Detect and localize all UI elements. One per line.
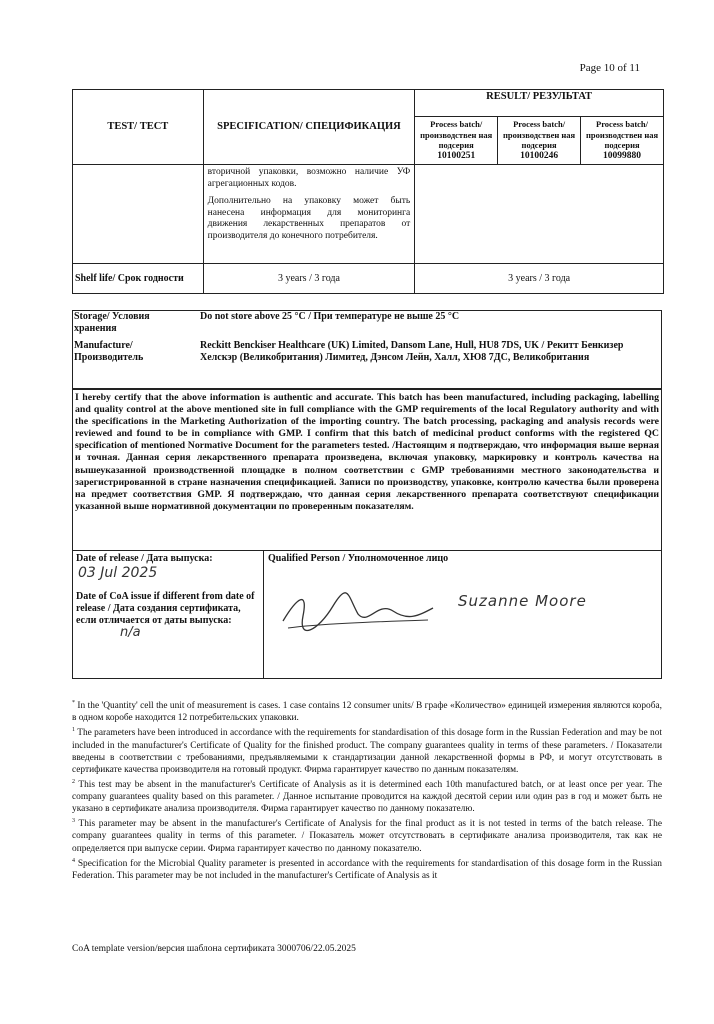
manufacture-label: Manufacture/ Производитель <box>74 340 144 363</box>
footnote: * In the 'Quantity' cell the unit of measurement is cases. 1 case contains 12 consumer units/ В графе «Количество» единицей измерения являются короба, в одном коробе находится 12 потребительских упаковки. <box>72 700 662 724</box>
storage-frame <box>72 310 662 389</box>
test-header: TEST/ ТЕСТ <box>73 90 204 165</box>
footnote: $^3$ This parameter may be absent in the manufacturer's Certificate of Analysis for the final product as it is not tested in terms of the batch release. The company guarantees quality in terms of this parameter. / Показатель может отсутствовать в сертификате анализа производителя, так как не определяется при выпуске серии. Фирма гарантирует качество по данному показателю. <box>72 818 662 854</box>
spec-continued: вторичной упаковки, возможно наличие УФ агрегационных кодов. Дополнительно на упаковку может быть нанесена информация для мониторинга движения лекарственных препаратов от производителя до конечного потребителя. <box>203 165 415 264</box>
qualified-person-label: Qualified Person / Уполномоченное лицо <box>268 553 449 564</box>
footnote: $^4$ Specification for the Microbial Quality parameter is presented in accordance with the requirements for standardisation of this dosage form in the Russian Federation. This parameter may be not included in the manufacturer's Certificate of Analysis as it <box>72 857 662 881</box>
storage-label: Storage/ Условия хранения <box>74 311 150 334</box>
footnotes <box>72 697 662 882</box>
spec-header: SPECIFICATION/ СПЕЦИФИКАЦИЯ <box>203 90 415 165</box>
template-version-footer: CoA template version/версия шаблона сертификата 3000706/22.05.2025 <box>72 944 356 954</box>
manufacture-value: Reckitt Benckiser Healthcare (UK) Limited, Dansom Lane, Hull, HU8 7DS, UK / Рекитт Бенкизер Хелскэр (Великобритания) Лимитед, Дэнсом Лейн, Халл, ХЮ8 7ДС, Великобритания <box>200 340 624 363</box>
batch-header: Process batch/ производствен ная подсерия 10100246 <box>498 117 581 165</box>
qualified-person-signature-name: Suzanne Moore <box>458 592 587 610</box>
footnote: $^1$ The parameters have been introduced in accordance with the requirements for standardisation of this dosage form in the Russian Federation and may be not included in the manufacturer's Certificate of Quality for the finished product. The company guarantees quality in terms of these parameters. / Показатели введены в соответствии с требованиями, предъявляемыми к стандартизации данной лекарственной формы в РФ, и могут отсутствовать в сертификате качества производителя на готовый продукт. Фирма гарантирует качество по данным показателям. <box>72 727 662 775</box>
results-table <box>72 89 664 294</box>
batch-header: Process batch/ производствен ная подсерия 10099880 <box>581 117 664 165</box>
qualified-person-box <box>263 551 662 679</box>
shelf-life-spec: 3 years / 3 года <box>203 264 415 294</box>
result-cell-empty <box>415 165 664 264</box>
storage-value: Do not store above 25 °C / При температуре не выше 25 °C <box>200 311 460 322</box>
shelf-life-label: Shelf life/ Срок годности <box>73 264 204 294</box>
release-date-value: 03 Jul 2025 <box>78 565 158 581</box>
footnote: $^2$ This test may be absent in the manufacturer's Certificate of Analysis as it is determined each 10th manufactured batch, or at least once per year. The company guarantees quality based on this parameter. / Данное испытание проводится на каждой десятой серии или один раз в год и может быть не указано в сертификате анализа производителя. Фирма гарантирует качество по данному показателю. <box>72 778 662 815</box>
batch-header: Process batch/ производствен ная подсерия 10100251 <box>415 117 498 165</box>
test-cell-empty <box>73 165 204 264</box>
coa-date-value: n/a <box>120 625 141 640</box>
coa-date-label: Date of CoA issue if different from date of release / Дата создания сертификата, если отличается от даты выпуска: <box>76 591 255 626</box>
page-number: Page 10 of 11 <box>579 62 640 74</box>
release-box <box>72 551 264 679</box>
certification-statement: I hereby certify that the above information is authentic and accurate. This batch has been manufactured, including packaging, labelling and quality control at the above mentioned site in full compliance with the GMP requirements of the local Regulatory authority and with the specifications in the Marketing Authorization of the importing country. The batch processing, packaging and analysis records were reviewed and found to be in compliance with GMP. I confirm that this batch of medicinal product conforms with the registered QC specification of mentioned Normative Document for the parameters tested. /Настоящим я подтверждаю, что информация выше верная и точная. Данная серия лекарственного препарата произведена, включая упаковку, маркировку и контроль качества на вышеуказанной производственной площадке в полном соответствии с GMP требованиями местного законодательства и зарегистрированной в стране назначения спецификацией. Записи по производству, упаковке, контролю качества были проверена на предмет соответствия GMP. Я подтверждаю, что данная серия лекарственного препарата соответствуют спецификации указанной выше нормативной документации по проверенным показателям. <box>72 389 662 551</box>
shelf-life-result: 3 years / 3 года <box>415 264 664 294</box>
result-header: RESULT/ РЕЗУЛЬТАТ <box>415 90 664 117</box>
release-date-label: Date of release / Дата выпуска: <box>76 553 213 564</box>
signature-scribble <box>278 586 438 636</box>
